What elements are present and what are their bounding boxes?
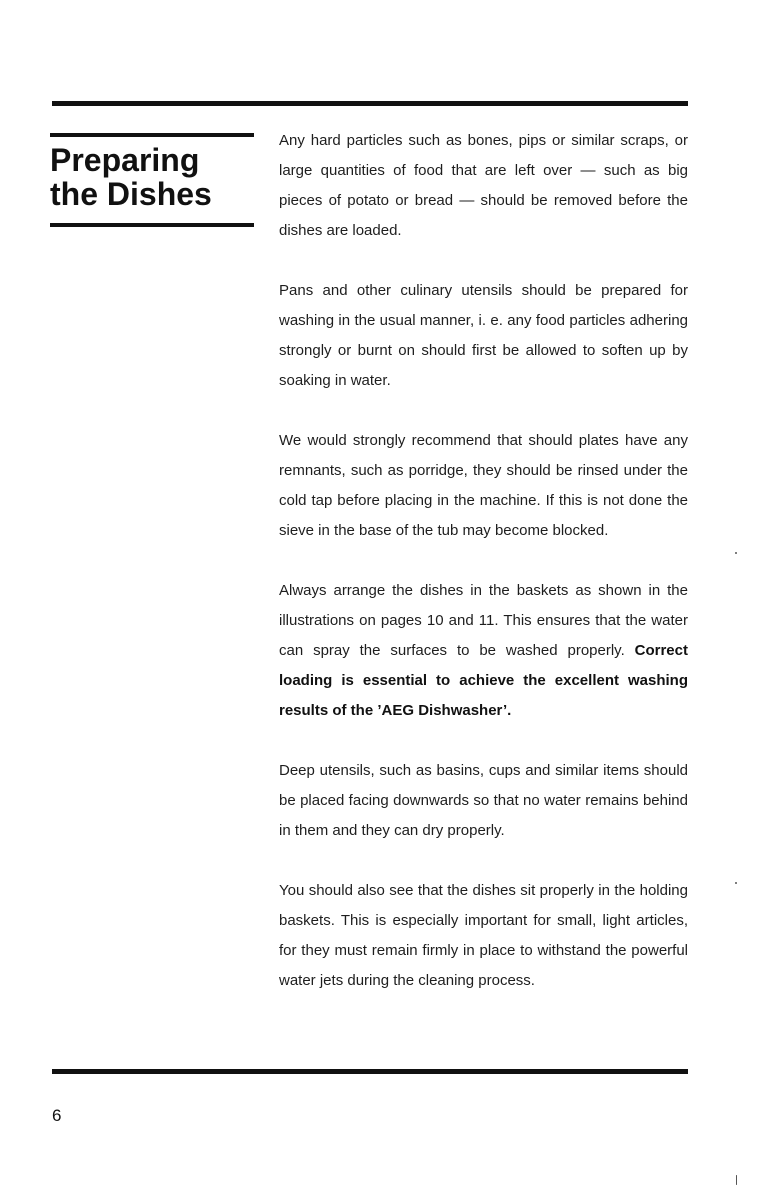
paragraph-removing-scraps: Any hard particles such as bones, pips or similar scraps, or large quantities of food that are left over — such as big pieces of potato or bread — should be removed before the dishes are loaded. (279, 132, 688, 239)
heading-line-2: the Dishes (50, 176, 212, 212)
section-heading (50, 143, 270, 211)
paragraph-holding-baskets: You should also see that the dishes sit properly in the holding baskets. This is especially important for small, light articles, for they must remain firmly in place to withstand the powerful water jets during the cleaning process. (279, 882, 688, 989)
bottom-divider (52, 1069, 688, 1074)
paragraph-pans-soaking: Pans and other culinary utensils should be prepared for washing in the usual manner, i. e. any food particles adhering strongly or burnt on should first be allowed to soften up by soaking in water. (279, 282, 688, 389)
top-divider (52, 101, 688, 106)
loading-emphasis: Correct loading is essential to achieve the excellent washing results of the ’AEG Dishwasher’. (279, 642, 688, 719)
scan-speck (735, 882, 737, 884)
scan-speck (736, 1175, 737, 1185)
arranging-text: Always arrange the dishes in the baskets as shown in the illustrations on pages 10 and 11. This ensures that the water can spray the surfaces to be washed properly. (279, 582, 688, 659)
body-text-column (279, 126, 688, 996)
paragraph-arranging-dishes (279, 576, 688, 726)
paragraph-deep-utensils: Deep utensils, such as basins, cups and similar items should be placed facing downwards so that no water remains behind in them and they can dry properly. (279, 762, 688, 839)
scan-speck (735, 552, 737, 554)
heading-line-1: Preparing (50, 142, 200, 178)
heading-rule-top (50, 133, 254, 137)
heading-rule-bottom (50, 223, 254, 227)
page-number: 6 (52, 1106, 62, 1125)
paragraph-rinsing-plates: We would strongly recommend that should plates have any remnants, such as porridge, they should be rinsed under the cold tap before placing in the machine. If this is not done the sieve in the base of the tub may become blocked. (279, 432, 688, 539)
